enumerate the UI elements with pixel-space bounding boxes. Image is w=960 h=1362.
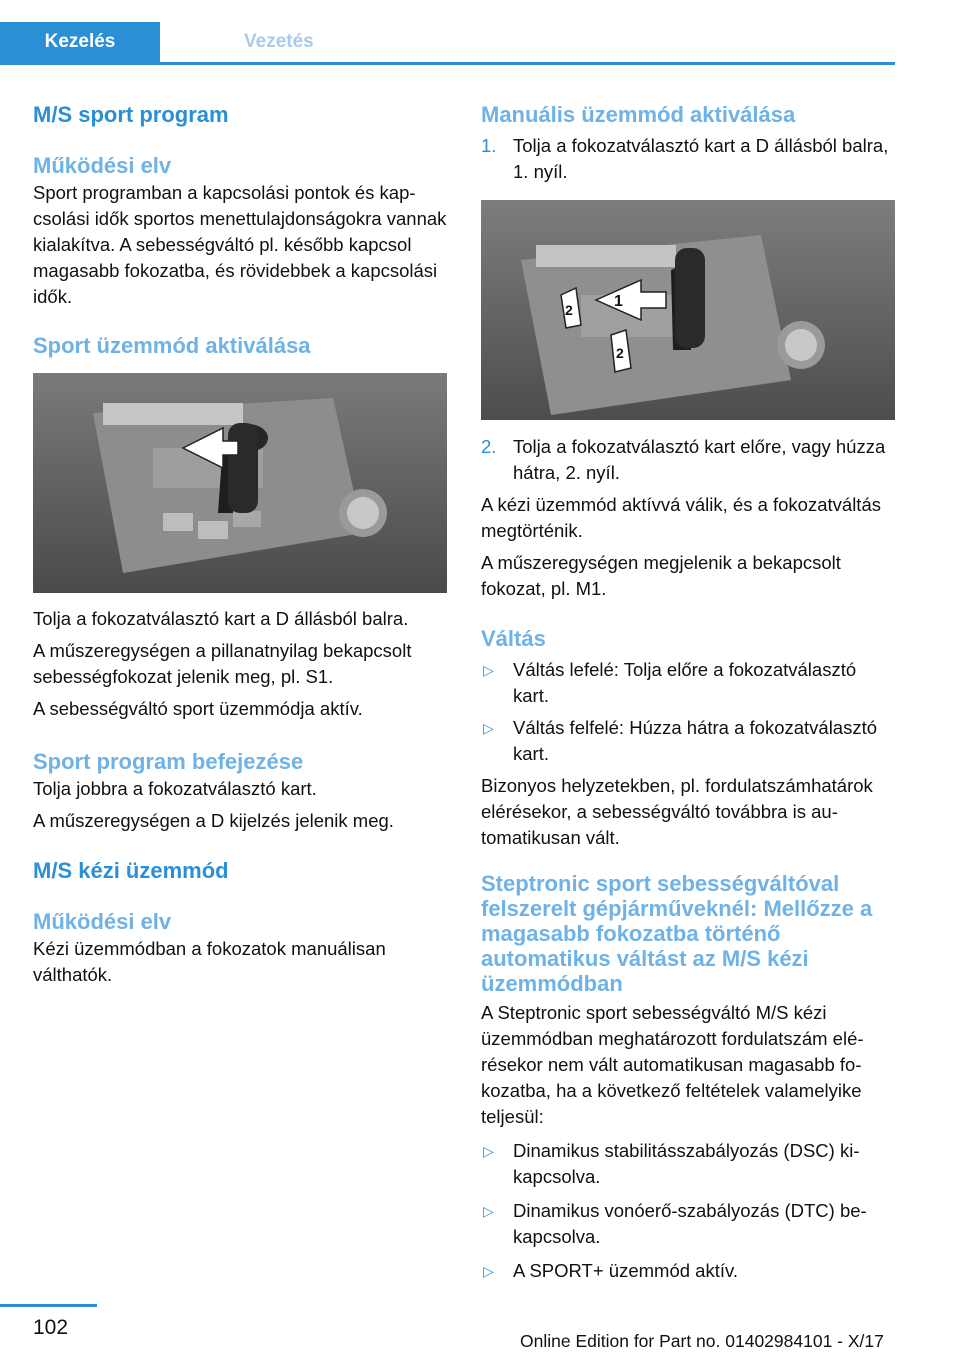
manual-principle-text: Kézi üzemmódban a fokozatok manuálisan válthatók. [33, 938, 386, 985]
gear-display-text: A műszeregységen a pillanatnyilag bekapcsolt sebességfokozat jelenik meg, pl. S1. [33, 640, 412, 687]
section-title-ms-sport: M/S sport program [33, 102, 229, 127]
step-1 [481, 133, 895, 185]
edition-footer: Online Edition for Part no. 01402984101 - X/17 [520, 1331, 884, 1351]
page-number: 102 [33, 1316, 69, 1339]
arrow-label-2-bottom: 2 [616, 345, 624, 361]
manual-active-text: A kézi üzemmód aktívvá válik, és a fokozatváltás megtörténik. [481, 494, 881, 541]
d-display-text: A műszeregységen a D kijelzés jelenik meg. [33, 810, 394, 831]
section-title-ms-manual: M/S kézi üzemmód [33, 858, 229, 883]
bullet-triangle-icon: ▷ [483, 1203, 494, 1219]
tab-kezeles[interactable]: Kezelés [0, 22, 160, 62]
step-2 [481, 434, 895, 486]
step-2-number: 2. [481, 436, 497, 457]
bullet-triangle-icon: ▷ [483, 1263, 494, 1279]
subheading-steptronic: Steptronic sport sebességváltóval felszerelt gépjárműveknél: Mellőzze a magasabb fokozatba történő automatikus váltást az M/S kézi üzemmódban [481, 871, 873, 996]
subheading-end-sport: Sport program befejezése [33, 749, 304, 774]
step-1-text: Tolja a fokozatválasztó kart a D állásból balra, 1. nyíl. [513, 135, 889, 182]
chapter-tabbar [0, 22, 895, 65]
arrow-label-1: 1 [614, 293, 623, 310]
subheading-activate-sport: Sport üzemmód aktiválása [33, 333, 311, 358]
bullet-triangle-icon: ▷ [483, 662, 494, 678]
arrow-label-2-top: 2 [565, 302, 573, 318]
subheading-shift: Váltás [481, 626, 546, 651]
shift-item-down: ▷ Váltás lefelé: Tolja előre a fokozatválasztó kart. [483, 659, 857, 706]
condition-sport-plus: ▷ A SPORT+ üzemmód aktív. [481, 1258, 895, 1284]
steptronic-text: A Steptronic sport sebességváltó M/S kézi üzemmódban meghatározott fordulatszám elérésekor nem vált automatikusan magasabb fokozatba, ha a következő feltételek valamelyike teljesül: [481, 1002, 864, 1127]
push-left-text: Tolja a fokozatválasztó kart a D állásból balra. [33, 608, 409, 629]
right-column [481, 100, 895, 1284]
subheading-manual-principle: Működési elv [33, 909, 172, 934]
auto-shift-text: Bizonyos helyzetekben, pl. fordulatszámhatárok elérésekor, a sebességváltó továbbra is automatikusan vált. [481, 775, 873, 848]
bullet-triangle-icon: ▷ [483, 720, 494, 736]
selector-lever-photo-left [33, 373, 447, 593]
condition-dsc: ▷ Dinamikus stabilitásszabályozás (DSC) kikapcsolva. [483, 1140, 860, 1187]
selector-lever-photo-right [481, 200, 895, 420]
tab-vezetes[interactable]: Vezetés [244, 31, 314, 52]
shift-item-up: ▷ Váltás felfelé: Húzza hátra a fokozatválasztó kart. [483, 717, 878, 764]
principle-text: Sport programban a kapcsolási pontok és kapcsolási idők sportos menettulajdonságokra vannak kialakítva. A sebességváltó pl. később kapcsol magasabb fokozatba, és rövidebbek a kapcsolási idők. [33, 182, 447, 307]
step-2-text: Tolja a fokozatválasztó kart előre, vagy húzza hátra, 2. nyíl. [513, 436, 886, 483]
footer-accent-line [0, 1304, 97, 1307]
subheading-manual-activate: Manuális üzemmód aktiválása [481, 102, 796, 127]
subheading-principle: Működési elv [33, 153, 172, 178]
sport-active-text: A sebességváltó sport üzemmódja aktív. [33, 698, 363, 719]
left-column [33, 100, 447, 988]
push-right-text: Tolja jobbra a fokozatválasztó kart. [33, 778, 317, 799]
step-1-number: 1. [481, 135, 497, 156]
bullet-triangle-icon: ▷ [483, 1143, 494, 1159]
condition-dtc: ▷ Dinamikus vonóerő-szabályozás (DTC) bekapcsolva. [483, 1200, 867, 1247]
manual-gear-display-text: A műszeregységen megjelenik a bekapcsolt fokozat, pl. M1. [481, 552, 841, 599]
